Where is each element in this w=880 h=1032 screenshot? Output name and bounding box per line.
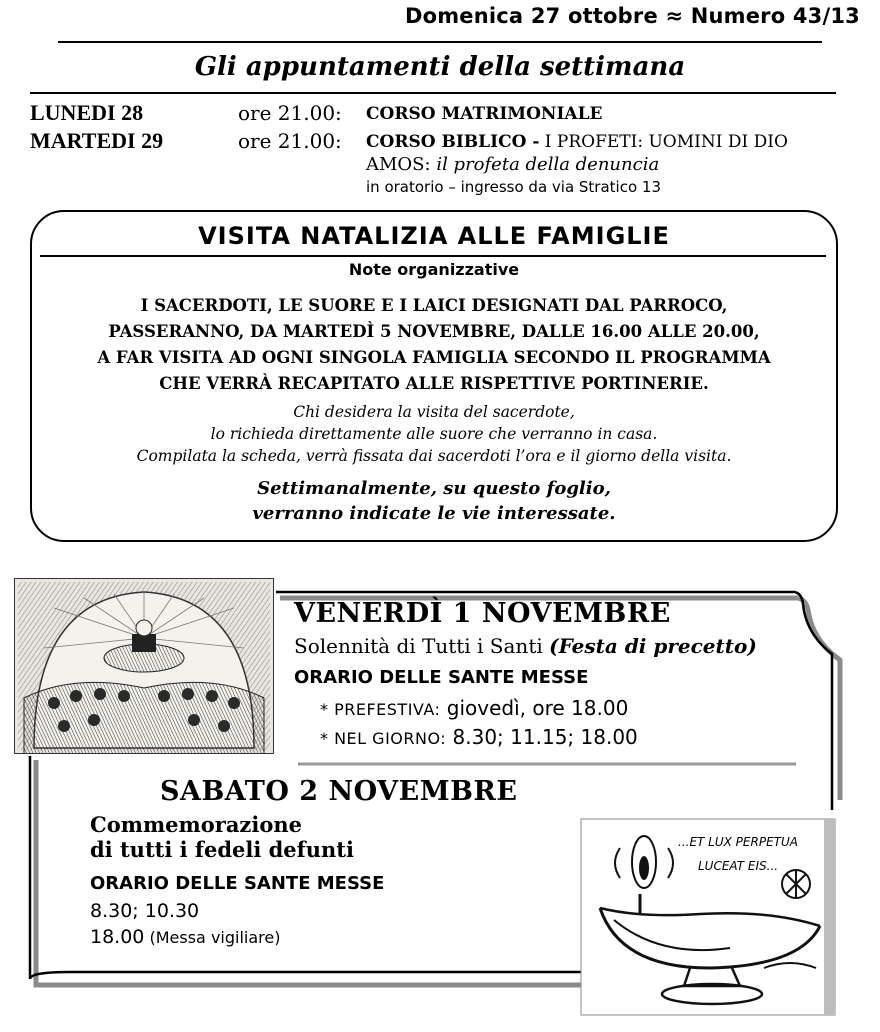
venerdi-mass-line [320,725,638,749]
mass-line-label: * NEL GIORNO: [320,729,447,748]
venerdi-subtitle [294,634,757,658]
day-label-tuesday: MARTEDI 29 [30,128,164,153]
event-tuesday-topic: I PROFETI: UOMINI DI DIO [539,132,788,152]
sabato-commemoration [90,812,354,862]
lamp-caption-line2: LUCEAT EIS... [698,859,779,873]
visita-italic-line: Compilata la scheda, verrà fissata dai sacerdoti l’ora e il giorno della visita. [136,447,732,465]
mass-line-value: giovedì, ore 18.00 [440,696,629,720]
venerdi-mass-line [320,696,628,720]
venerdi-feast-note: (Festa di precetto) [549,634,757,658]
sabato-time-line1: 8.30; 10.30 [90,900,200,922]
sabato-orario-heading: ORARIO DELLE SANTE MESSE [90,873,385,894]
amos-abbr: AMOS: [366,154,431,175]
time-tuesday: ore 21.00: [238,129,342,153]
visita-caps-line: CHE VERRÀ RECAPITATO ALLE RISPETTIVE PORTINERIE. [159,374,709,393]
event-monday-title: CORSO MATRIMONIALE [366,104,603,124]
issue-date-line: Domenica 27 ottobre ≈ Numero 43/13 [404,4,860,28]
visita-title: VISITA NATALIZIA ALLE FAMIGLIE [198,222,670,250]
sabato-time-line2 [90,924,280,951]
venerdi-title: VENERDÌ 1 NOVEMBRE [294,598,671,629]
event-tuesday-title: CORSO BIBLICO - [366,132,540,152]
visita-bold-italic-line: Settimanalmente, su questo foglio, [257,478,611,499]
lamp-caption-line1: ...ET LUX PERPETUA [678,835,798,849]
mass-line-label: * PREFESTIVA: [320,700,441,719]
time-monday: ore 21.00: [238,101,342,125]
venerdi-feast: Solennità di Tutti i Santi [294,634,543,658]
venerdi-orario-heading: ORARIO DELLE SANTE MESSE [294,667,589,688]
eternal-light-lamp-icon [580,818,836,1016]
sabato-times [90,898,280,951]
sabato-time2: 18.00 [90,926,145,948]
week-section-title: Gli appuntamenti della settimana [194,52,686,82]
day-label-monday: LUNEDI 28 [30,100,144,125]
sabato-title: SABATO 2 NOVEMBRE [160,776,518,807]
amos-desc: il profeta della denuncia [430,154,660,175]
sabato-comm-line2: di tutti i fedeli defunti [90,837,354,862]
visita-caps-line: A FAR VISITA AD OGNI SINGOLA FAMIGLIA SECONDO IL PROGRAMMA [97,348,771,367]
event-location: in oratorio – ingresso da via Stratico 13 [366,178,661,196]
visita-subtitle: Note organizzative [348,260,520,279]
sabato-time2-note: (Messa vigiliare) [144,928,281,947]
visita-italic-line: lo richieda direttamente alle suore che verranno in casa. [210,425,658,443]
all-saints-engraving-icon [14,578,274,754]
mass-line-value: 8.30; 11.15; 18.00 [446,725,638,749]
sabato-comm-line1: Commemorazione [90,812,302,837]
visita-caps-line: I SACERDOTI, LE SUORE E I LAICI DESIGNATI DAL PARROCO, [140,296,728,315]
visita-caps-line: PASSERANNO, DA MARTEDÌ 5 NOVEMBRE, DALLE 16.00 ALLE 20.00, [108,322,760,341]
visita-bold-italic-line: verranno indicate le vie interessate. [252,503,616,524]
visita-italic-line: Chi desidera la visita del sacerdote, [293,403,575,421]
